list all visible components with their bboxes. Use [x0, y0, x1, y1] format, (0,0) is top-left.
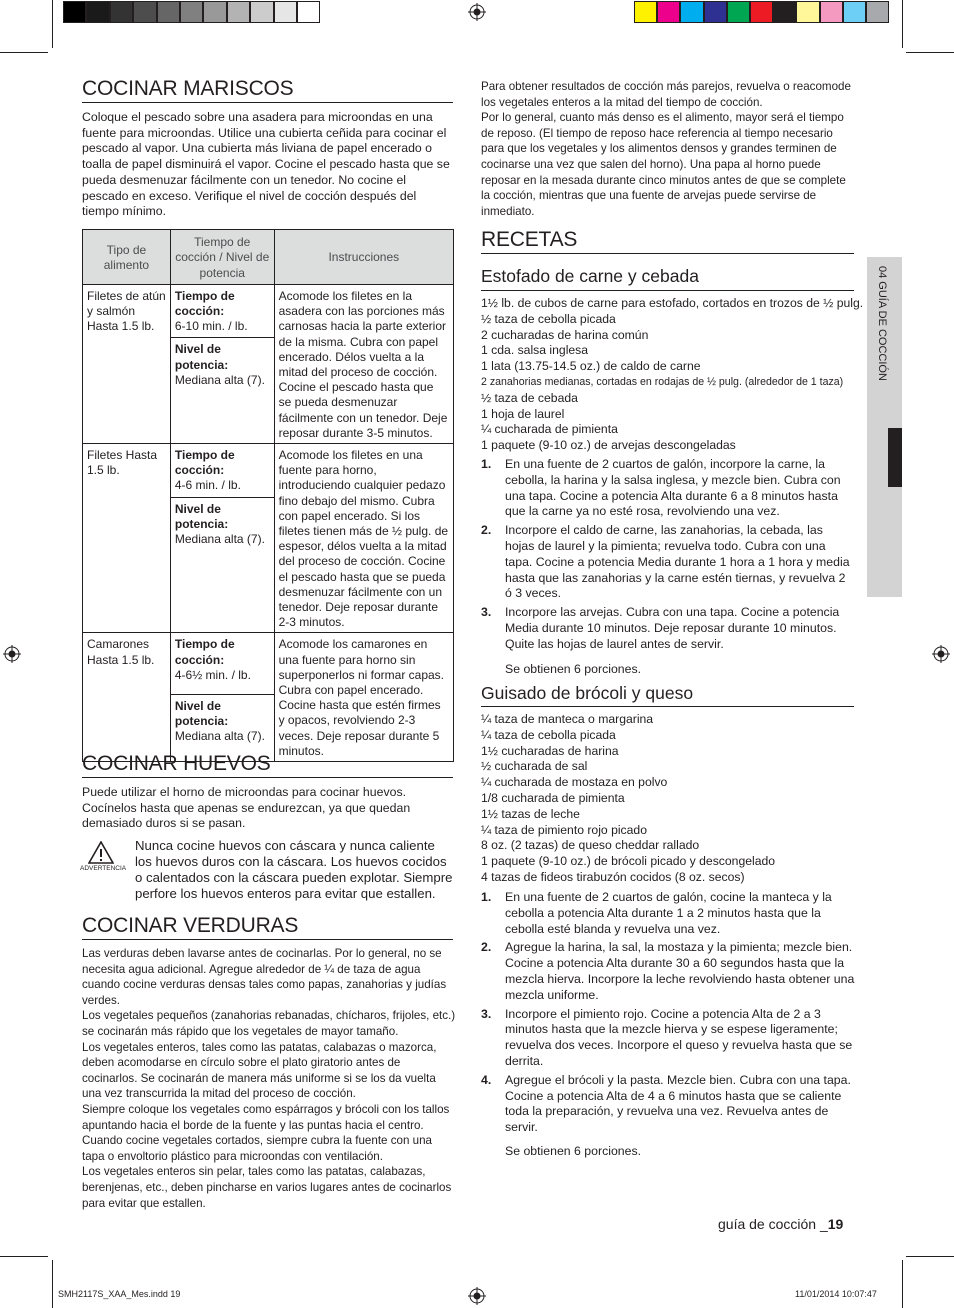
gray-swatch — [110, 1, 133, 23]
power-level-value: Mediana alta (7). — [174, 532, 265, 547]
huevos-intro: Puede utilizar el horno de microondas para cocinar huevos. Cocínelos hasta que apenas se endurezcan, ya que quedan demasiado duros si se pasan. — [82, 785, 411, 831]
power-level-label: Nivel de potencia: — [174, 502, 229, 532]
list-item: 1½ lb. de cubos de carne para estofado, cortados en trozos de ½ pulg. — [481, 296, 864, 310]
power-level-label: Nivel de potencia: — [174, 698, 229, 729]
recipe-steps — [481, 457, 855, 656]
crop-mark — [902, 0, 903, 48]
column-header: Tiempo de cocción / Nivel de potencia — [170, 230, 274, 285]
recipe-title-guisado: Guisado de brócoli y queso — [481, 683, 694, 703]
cooking-time-value: 4-6½ min. / lb. — [174, 667, 251, 682]
list-item: 1 paquete (9-10 oz.) de brócoli picado y descongelado — [481, 854, 776, 869]
section-rule — [82, 939, 453, 940]
paragraph: Siempre coloque los vegetales como espárragos y brócoli con los tallos apuntando hacia el borde de la fuente y las puntas hacia el centro. — [82, 1102, 450, 1132]
step-number: 2. — [481, 523, 492, 538]
ingredient-list — [481, 296, 864, 454]
color-swatch — [866, 1, 889, 23]
slug-date: 11/01/2014 10:07:47 — [795, 1289, 877, 1299]
power-level-cell — [170, 338, 274, 444]
warning-text: Nunca cocine huevos con cáscara y nunca caliente los huevos duros con la cáscara. Los huevos cocidos o calentados con la cáscara pueden explotar. Siempre perfore los huevos enteros para evitar que estallen. — [135, 838, 453, 901]
cooking-time-cell — [170, 285, 274, 338]
power-level-label: Nivel de potencia: — [174, 342, 229, 372]
crop-mark — [906, 1256, 954, 1257]
registration-mark-icon — [468, 3, 486, 21]
gray-swatch — [63, 1, 86, 23]
list-item: ¼ taza de manteca o margarina — [481, 712, 654, 726]
section-title-verduras: COCINAR VERDURAS — [82, 914, 299, 937]
verduras-body — [82, 946, 456, 1211]
list-item — [481, 523, 855, 602]
cooking-time-cell — [170, 444, 274, 498]
gray-swatch — [157, 1, 180, 23]
verduras-continued — [481, 79, 855, 219]
list-item: ¼ taza de pimiento rojo picado — [481, 822, 647, 837]
servings-note: Se obtienen 6 porciones. — [505, 1144, 642, 1158]
step-text: Agregue el brócoli y la pasta. Mezcle bien. Cubra con una tapa. Cocine a potencia Alta de 4 a 6 minutos hasta que se caliente toda la preparación, y revuelva una vez. Revuelva antes de servir. — [505, 1072, 851, 1135]
section-rule — [82, 777, 453, 778]
step-number: 2. — [481, 940, 492, 955]
list-item — [481, 890, 855, 937]
crop-mark — [0, 52, 48, 53]
mariscos-intro: Coloque el pescado sobre una asadera para microondas en una fuente para microondas. Utilice una cubierta ceñida para cocinar el pescado al vapor. Una cubierta más liviana de papel encerado o toalla de papel disminuirá el vapor. Cocine el pescado hasta que se pueda desmenuzar fácilmente con un tenedor. No cocine el pescado en exceso. Verifique el nivel de cocción después del tiempo mínimo. — [82, 110, 450, 219]
paragraph: Las verduras deben lavarse antes de cocinarlas. Por lo general, no se necesita agua adicional. Agregue alrededor de ¼ de taza de agua cuando cocine verduras densas tales como papas, zanahorias y judías verdes. — [82, 947, 447, 1007]
registration-mark-icon — [932, 645, 950, 663]
list-item: 2 zanahorias medianas, cortadas en rodajas de ½ pulg. (alrededor de 1 taza) — [481, 375, 844, 388]
table-row — [83, 633, 454, 694]
list-item: 1 cda. salsa inglesa — [481, 343, 589, 358]
gray-swatch — [227, 1, 250, 23]
servings-note: Se obtienen 6 porciones. — [505, 662, 642, 676]
list-item: ¼ cucharada de mostaza en polvo — [481, 775, 668, 790]
list-item — [481, 1073, 855, 1136]
list-item: ½ cucharada de sal — [481, 759, 588, 774]
power-level-cell — [170, 498, 274, 633]
list-item — [481, 457, 855, 520]
cooking-time-label: Tiempo de cocción: — [174, 637, 235, 667]
list-item: 8 oz. (2 tazas) de queso cheddar rallado — [481, 838, 700, 853]
column-header: Instrucciones — [274, 230, 453, 285]
list-item: ½ taza de cebolla picada — [481, 311, 616, 326]
page-number: 19 — [827, 1216, 844, 1232]
section-title-mariscos: COCINAR MARISCOS — [82, 77, 294, 100]
crop-mark — [52, 0, 53, 48]
registration-mark-icon — [468, 1287, 486, 1305]
page-footer — [718, 1216, 843, 1232]
step-text: Incorpore el pimiento rojo. Cocine a potencia Alta de 2 a 3 minutos hasta que la mezcle hierva y se espese ligeramente; revuelva dos veces. Incorpore el queso y revuelva hasta que se derrita. — [505, 1006, 853, 1068]
list-item: 1 lata (13.75-14.5 oz.) de caldo de carne — [481, 359, 701, 374]
paragraph: Los vegetales pequeños (zanahorias rebanadas, chícharos, frijoles, etc.) se cocinarán más rápido que los vegetales de mayor tamaño. — [82, 1009, 456, 1038]
step-number: 4. — [481, 1072, 492, 1087]
gray-swatch — [203, 1, 226, 23]
section-title-huevos: COCINAR HUEVOS — [82, 752, 271, 775]
gray-swatch — [297, 1, 320, 23]
food-type-cell: Camarones Hasta 1.5 lb. — [83, 633, 171, 762]
list-item: 1½ tazas de leche — [481, 806, 580, 821]
list-item: ½ taza de cebada — [481, 390, 578, 405]
step-text: Incorpore el caldo de carne, las zanahorias, la cebada, las hojas de laurel y la pimienta; revuelva todo. Cubra con una tapa. Cocine a potencia Media durante 1 hora a 1 hora y media hasta que las zanahorias y la carne estén tiernas, y revuelva 2 ó 3 veces. — [505, 523, 850, 601]
recipe-rule — [481, 290, 854, 291]
color-swatch — [796, 1, 819, 23]
table-row — [83, 444, 454, 498]
column-header: Tipo de alimento — [83, 230, 171, 285]
section-rule — [82, 102, 453, 103]
chapter-tab-label: 04 GUÍA DE COCCIÓN — [876, 266, 888, 381]
recipe-rule — [481, 706, 854, 707]
list-item — [481, 940, 855, 1003]
instructions-cell: Acomode los filetes en la asadera con las porciones más carnosas hacia la parte exterior de la misma. Cubra con papel encerado. Délos vuelta a la mitad del proceso de cocción. Cocine el pescado hasta que se pueda desmenuzar fácilmente con un tenedor. Deje reposar durante 3-5 minutos. — [274, 285, 453, 444]
recipe-title-estofado: Estofado de carne y cebada — [481, 266, 699, 286]
list-item: 1 paquete (9-10 oz.) de arvejas descongeladas — [481, 438, 736, 453]
step-number: 1. — [481, 890, 492, 904]
paragraph: Para obtener resultados de cocción más parejos, revuelva o reacomode los vegetales enteros a la mitad del tiempo de cocción. — [481, 80, 851, 109]
color-swatch — [634, 1, 657, 23]
color-swatch — [704, 1, 727, 23]
warning-label: ADVERTENCIA — [80, 865, 127, 872]
cooking-time-value: 4-6 min. / lb. — [174, 478, 241, 493]
table-row — [83, 285, 454, 338]
section-title-recetas: RECETAS — [481, 228, 578, 251]
step-number: 3. — [481, 1006, 492, 1021]
paragraph: Cuando cocine vegetales cortados, siempre cubra la fuente con una tapa o envoltorio plástico para microondas con ventilación. — [82, 1134, 432, 1163]
cooking-time-value: 6-10 min. / lb. — [174, 319, 248, 334]
list-item: ¼ cucharada de pimienta — [481, 422, 618, 437]
table-header-row — [83, 230, 454, 285]
color-swatch — [820, 1, 843, 23]
step-text: Incorpore las arvejas. Cubra con una tapa. Cocine a potencia Media durante 10 minutos. Deje reposar durante 10 minutos. Quite las hojas de laurel antes de servir. — [505, 605, 840, 651]
step-text: En una fuente de 2 cuartos de galón, cocine la manteca y la cebolla a potencia Alta durante 1 a 2 minutos hasta que la cebolla esté blanda y revuelva una vez. — [505, 890, 832, 936]
power-level-value: Mediana alta (7). — [174, 372, 265, 387]
paragraph: Por lo general, cuanto más denso es el alimento, mayor será el tiempo de reposo. (El tiempo de reposo hace referencia al tiempo necesario para que los vegetales y los alimentos densos y grandes terminen de cocinarse una vez que salen del horno). Una papa al horno puede reposar en la mesada durante cinco minutos antes de que se complete la cocción, mientras que una fuente de arvejas puede servirse de inmediato. — [481, 111, 846, 218]
gray-swatch — [133, 1, 156, 23]
list-item: 1½ cucharadas de harina — [481, 743, 619, 758]
food-type-cell: Filetes de atún y salmón Hasta 1.5 lb. — [83, 285, 171, 444]
step-text: Agregue la harina, la sal, la mostaza y la pimienta; mezcle bien. Cocine a potencia Alta durante 30 a 60 segundos hasta que la mezcla hierva. Incorpore la leche revolviendo hasta obtener una mezcla uniforme. — [505, 940, 855, 1002]
ingredient-list — [481, 712, 855, 886]
power-level-value: Mediana alta (7). — [174, 729, 265, 744]
color-swatch — [657, 1, 680, 23]
paragraph: Los vegetales enteros, tales como las patatas, calabazas o mazorca, deben acomodarse en círculo sobre el plato giratorio antes de cocinarlos. Se cocinarán de manera más uniforme si se los da vuelta una vez transcurrida la mitad del proceso de cocción. — [82, 1040, 437, 1101]
list-item: 1 hoja de laurel — [481, 406, 565, 421]
crop-mark — [0, 1256, 48, 1257]
chapter-tab-marker — [888, 428, 902, 487]
footer-section: guía de cocción _ — [718, 1216, 828, 1232]
crop-mark — [52, 1260, 53, 1308]
list-item — [481, 1007, 855, 1070]
food-type-cell: Filetes Hasta 1.5 lb. — [83, 444, 171, 633]
list-item: ¼ taza de cebolla picada — [481, 727, 616, 742]
list-item: 4 tazas de fideos tirabuzón cocidos (8 oz. secos) — [481, 869, 745, 884]
color-swatch — [727, 1, 750, 23]
color-swatch — [773, 1, 796, 23]
warning-icon — [88, 841, 114, 864]
paragraph: Los vegetales enteros sin pelar, tales como las patatas, calabazas, berenjenas, etc., deben pincharse en varios lugares antes de cocinarlos para evitar que estallen. — [82, 1165, 452, 1210]
gray-swatch — [250, 1, 273, 23]
step-number: 1. — [481, 457, 492, 471]
seafood-table — [82, 229, 454, 762]
list-item: 1/8 cucharada de pimienta — [481, 790, 625, 805]
list-item: 2 cucharadas de harina común — [481, 327, 649, 342]
instructions-cell: Acomode los camarones en una fuente para horno sin superponerlos ni formar capas. Cubra con papel encerado. Cocine hasta que estén firmes y opacos, revolviendo 2-3 veces. Deje reposar durante 5 minutos. — [274, 633, 453, 762]
color-swatch — [750, 1, 773, 23]
registration-mark-icon — [3, 645, 21, 663]
crop-mark — [902, 1260, 903, 1308]
gray-swatch — [274, 1, 297, 23]
gray-swatch — [86, 1, 109, 23]
color-swatch — [680, 1, 703, 23]
crop-mark — [906, 52, 954, 53]
gray-swatch — [180, 1, 203, 23]
section-rule — [481, 253, 854, 254]
list-item — [481, 605, 855, 652]
cooking-time-label: Tiempo de cocción: — [174, 289, 235, 319]
instructions-cell: Acomode los filetes en una fuente para horno, introduciendo cualquier pedazo fino debajo del mismo. Cubra con papel encerado. Si los filetes tienen más de ½ pulg. de espesor, délos vuelta a la mitad del proceso de cocción. Cocine el pescado hasta que se pueda desmenuzar fácilmente con un tenedor. Deje reposar durante 2-3 minutos. — [274, 444, 453, 633]
step-text: En una fuente de 2 cuartos de galón, incorpore la carne, la cebolla, la harina y la salsa inglesa, y mezcle bien. Cubra con una tapa. Cocine a potencia Alta durante 6 a 8 minutos hasta que la carne ya no esté rosa, revolviendo una vez. — [505, 457, 841, 519]
color-swatch — [843, 1, 866, 23]
slug-filename: SMH2117S_XAA_Mes.indd 19 — [58, 1289, 181, 1299]
step-number: 3. — [481, 605, 492, 620]
recipe-steps — [481, 890, 855, 1139]
cooking-time-label: Tiempo de cocción: — [174, 448, 235, 478]
cooking-time-cell — [170, 633, 274, 694]
